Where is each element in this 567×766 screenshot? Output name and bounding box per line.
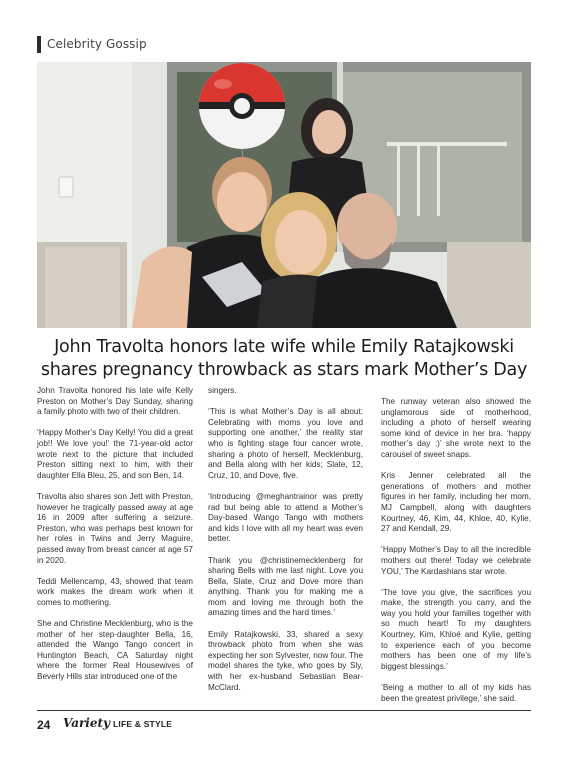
paragraph: Kris Jenner celebrated all the generations of mothers and mother figures in her family, including her mom, MJ Campbell, along with daughters Kourtney, 46, Kim, 44, Khloe, 40, Kylie, 27 and Kendall, 29. [381, 471, 531, 534]
paragraph: ‘Happy Mother’s Day Kelly! You did a great job!! We love you!’ the 71-year-old actor wrote next to the picture that included Preston sitting next to him, with their daughter Ella Bleu, 25, and son Ben, 14. [37, 428, 193, 480]
article-column-1 [37, 386, 193, 693]
section-label: Celebrity Gossip [47, 37, 147, 51]
paragraph: Teddi Mellencamp, 43, showed that team work makes the dream work when it comes to mothering. [37, 576, 193, 607]
section-header [37, 35, 147, 53]
paragraph: ‘Introducing @meghantrainor was pretty rad but being able to attend a Mother’s Day-based Wango Tango with mothers and kids I love with all my heart was even better. [208, 491, 363, 544]
paragraph: ‘Being a mother to all of my kids has been the greatest privilege,’ she said. [381, 683, 531, 703]
footer-rule [37, 710, 531, 711]
family-photo-illustration [37, 62, 531, 328]
article-photo [37, 62, 531, 328]
headline: John Travolta honors late wife while Emily Ratajkowski shares pregnancy throwback as stars mark Mother’s Day [40, 337, 528, 380]
paragraph: ‘The love you give, the sacrifices you make, the strength you carry, and the way you hold your families together with so much heart! To my daughters Kourtney, Kim, Khloé and Kylie, getting to experience each of you become mothers has been one of my life’s biggest blessings.’ [381, 587, 531, 671]
paragraph: John Travolta honored his late wife Kelly Preston on Mother’s Day Sunday, sharing a family photo with two of their children. [37, 386, 193, 417]
paragraph: Thank you @christinemecklenberg for sharing Bells with me last night. Love you Bella, Slate, Cruz and Dove more than anything. Thank you for making me a mom and loving me through both the amazing times and the hard times.’ [208, 555, 363, 618]
paragraph: ‘This is what Mother’s Day is all about: Celebrating with moms you love and supporting one another,’ the reality star who is fighting stage four cancer wrote, sharing a photo of herself, Mecklenburg, and Bella along with her kids; Slate, 12, Cruz, 10, and Dove, five. [208, 407, 363, 480]
page-number: 24 [37, 718, 51, 732]
paragraph: She and Christine Mecklenburg, who is the mother of her step-daughter Bella, 16, attended the Wango Tango concert in Huntington Beach, CA Saturday night where the former Real Housewives of Beverly Hills star introduced one of the [37, 619, 193, 682]
paragraph: singers. [208, 386, 237, 395]
paragraph: Emily Ratajkowski, 33, shared a sexy throwback photo from when she was expecting her son Sylvester, now four. The model shares the tyke, who goes by Sly, with her ex-husband Sebastian Bear-McClard. [208, 629, 363, 692]
brand-logo-script: Variety [63, 716, 111, 730]
paragraph: ‘Happy Mother’s Day to all the incredible mothers out there! Today we celebrate YOU,’ The Kardashians star wrote. [381, 545, 531, 576]
brand-section-name: LIFE & STYLE [113, 719, 173, 729]
article-column-3 [381, 397, 531, 715]
paragraph: The runway veteran also showed the unglamorous side of motherhood, including a photo of herself wearing some kind of device in her bra. ‘happy mother’s day :)’ she wrote next to the carousel of sweet snaps. [381, 397, 531, 459]
section-bar [37, 36, 41, 53]
paragraph: Travolta also shares son Jett with Preston, however he tragically passed away at age 16 in 2009 after suffering a seizure. Preston, who was perhaps best known for her roles in Twins and Jerry Maguire, passed away from breast cancer at age 57 in 2020. [37, 491, 193, 565]
article-column-2 [208, 386, 363, 704]
publication-brand [63, 716, 172, 730]
